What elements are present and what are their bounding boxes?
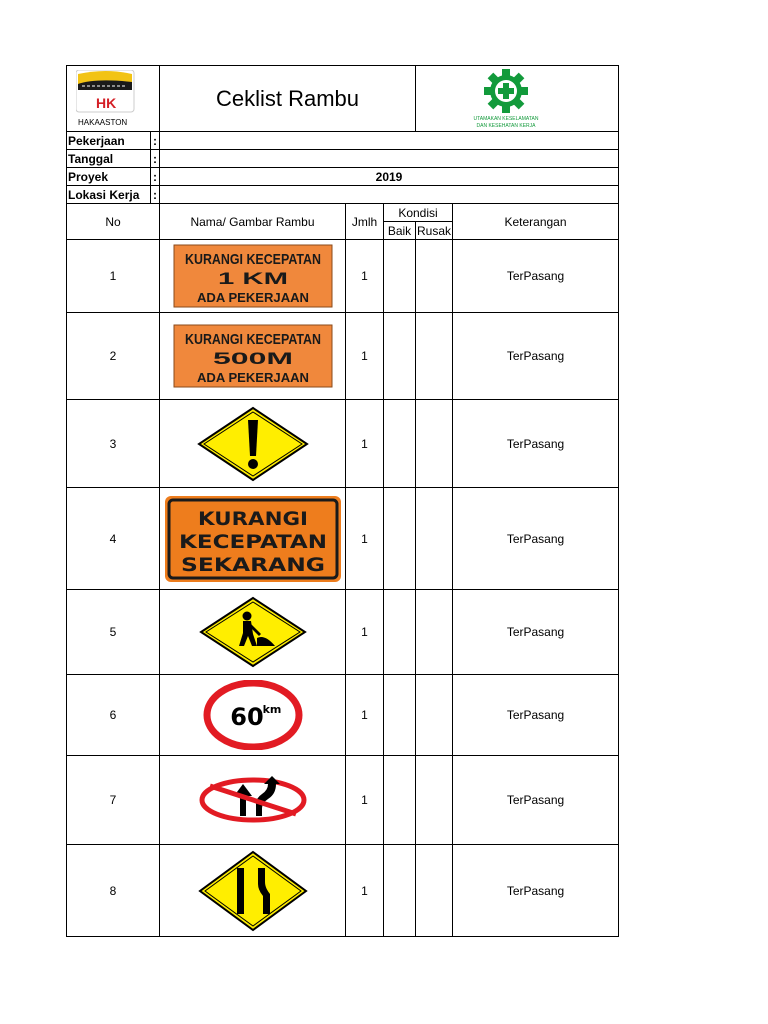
k3-safety-logo-icon	[456, 69, 552, 129]
row-good-check[interactable]	[384, 675, 416, 756]
column-header-qty: Jmlh	[346, 204, 384, 240]
speed-unit: km	[262, 703, 281, 716]
sign-text-line: SEKARANG	[180, 553, 325, 576]
row-qty: 1	[346, 240, 384, 313]
info-label: Proyek	[67, 168, 151, 186]
row-qty: 1	[346, 313, 384, 400]
row-damaged-check[interactable]	[416, 313, 453, 400]
row-good-check[interactable]	[384, 313, 416, 400]
row-damaged-check[interactable]	[416, 590, 453, 675]
exclamation-warning-sign-icon	[197, 406, 309, 482]
info-label: Pekerjaan	[67, 132, 151, 150]
row-qty: 1	[346, 675, 384, 756]
sign-cell	[160, 240, 346, 313]
company-mark: HK	[96, 94, 117, 111]
sign-cell	[160, 488, 346, 590]
sign-cell	[160, 675, 346, 756]
sign-cell	[160, 845, 346, 937]
sign-cell	[160, 400, 346, 488]
row-qty: 1	[346, 845, 384, 937]
row-notes: TerPasang	[453, 675, 619, 756]
info-colon: :	[151, 150, 160, 168]
row-damaged-check[interactable]	[416, 845, 453, 937]
row-qty: 1	[346, 400, 384, 488]
company-name: HAKAASTON	[78, 117, 128, 127]
row-number: 8	[67, 845, 160, 937]
sign-text-line: KURANGI KECEPATAN	[184, 331, 321, 348]
row-notes: TerPasang	[453, 400, 619, 488]
info-row-lokasi	[67, 186, 619, 204]
row-notes: TerPasang	[453, 488, 619, 590]
k3-logo-cell	[416, 66, 619, 132]
table-row	[67, 845, 619, 937]
table-row	[67, 675, 619, 756]
sign-text-line: KURANGI	[197, 507, 308, 530]
row-number: 7	[67, 756, 160, 845]
table-row	[67, 313, 619, 400]
table-row	[67, 488, 619, 590]
row-damaged-check[interactable]	[416, 240, 453, 313]
row-number: 6	[67, 675, 160, 756]
table-row	[67, 400, 619, 488]
sign-text-line: KECEPATAN	[178, 530, 327, 553]
info-value[interactable]	[160, 186, 619, 204]
kurangi-kecepatan-500m-sign-icon	[173, 324, 333, 388]
speed-limit-sign-icon	[203, 680, 303, 750]
column-header-notes: Keterangan	[453, 204, 619, 240]
table-row	[67, 590, 619, 675]
speed-value: 60	[229, 703, 264, 731]
column-header-no: No	[67, 204, 160, 240]
row-notes: TerPasang	[453, 756, 619, 845]
column-header-name: Nama/ Gambar Rambu	[160, 204, 346, 240]
column-header-condition: Kondisi	[384, 204, 453, 222]
info-colon: :	[151, 186, 160, 204]
row-qty: 1	[346, 488, 384, 590]
row-good-check[interactable]	[384, 400, 416, 488]
row-qty: 1	[346, 756, 384, 845]
no-overtaking-sign-icon	[198, 776, 308, 824]
page-title: Ceklist Rambu	[160, 66, 416, 132]
sign-text-line: ADA PEKERJAAN	[196, 290, 309, 305]
k3-slogan-line1: UTAMAKAN KESELAMATAN	[473, 115, 539, 122]
column-header-row	[67, 204, 619, 222]
info-row-tanggal	[67, 150, 619, 168]
k3-slogan-line2: DAN KESEHATAN KERJA	[476, 122, 536, 129]
sign-text-line: ADA PEKERJAAN	[196, 370, 309, 385]
kurangi-kecepatan-1km-sign-icon	[173, 244, 333, 308]
row-notes: TerPasang	[453, 845, 619, 937]
table-row	[67, 240, 619, 313]
road-narrows-sign-icon	[198, 850, 308, 932]
sign-text-line: 500M	[212, 349, 293, 368]
sign-text-line: 1 KM	[217, 269, 288, 288]
info-row-proyek	[67, 168, 619, 186]
row-damaged-check[interactable]	[416, 488, 453, 590]
row-number: 5	[67, 590, 160, 675]
info-label: Lokasi Kerja	[67, 186, 151, 204]
row-good-check[interactable]	[384, 240, 416, 313]
row-notes: TerPasang	[453, 313, 619, 400]
column-header-good: Baik	[384, 222, 416, 240]
row-qty: 1	[346, 590, 384, 675]
info-row-pekerjaan	[67, 132, 619, 150]
kurangi-kecepatan-sekarang-sign-icon	[164, 495, 342, 583]
table-row	[67, 756, 619, 845]
checklist-table	[66, 65, 619, 937]
info-colon: :	[151, 168, 160, 186]
sign-text-line: KURANGI KECEPATAN	[184, 251, 321, 268]
row-good-check[interactable]	[384, 756, 416, 845]
info-colon: :	[151, 132, 160, 150]
sign-cell	[160, 756, 346, 845]
header-row	[67, 66, 619, 132]
column-header-damaged: Rusak	[416, 223, 451, 238]
row-number: 2	[67, 313, 160, 400]
row-good-check[interactable]	[384, 488, 416, 590]
company-logo-cell	[67, 66, 160, 132]
road-work-sign-icon	[199, 596, 307, 668]
row-good-check[interactable]	[384, 590, 416, 675]
info-value[interactable]	[160, 132, 619, 150]
info-value[interactable]: 2019	[160, 168, 619, 186]
row-number: 1	[67, 240, 160, 313]
sign-cell	[160, 590, 346, 675]
info-value[interactable]	[160, 150, 619, 168]
hakaaston-logo-icon	[76, 70, 146, 128]
info-label: Tanggal	[67, 150, 151, 168]
row-damaged-check[interactable]	[416, 675, 453, 756]
checklist-sheet	[66, 65, 618, 939]
row-notes: TerPasang	[453, 240, 619, 313]
row-good-check[interactable]	[384, 845, 416, 937]
row-damaged-check[interactable]	[416, 400, 453, 488]
row-number: 4	[67, 488, 160, 590]
row-damaged-check[interactable]	[416, 756, 453, 845]
row-notes: TerPasang	[453, 590, 619, 675]
sign-cell	[160, 313, 346, 400]
row-number: 3	[67, 400, 160, 488]
